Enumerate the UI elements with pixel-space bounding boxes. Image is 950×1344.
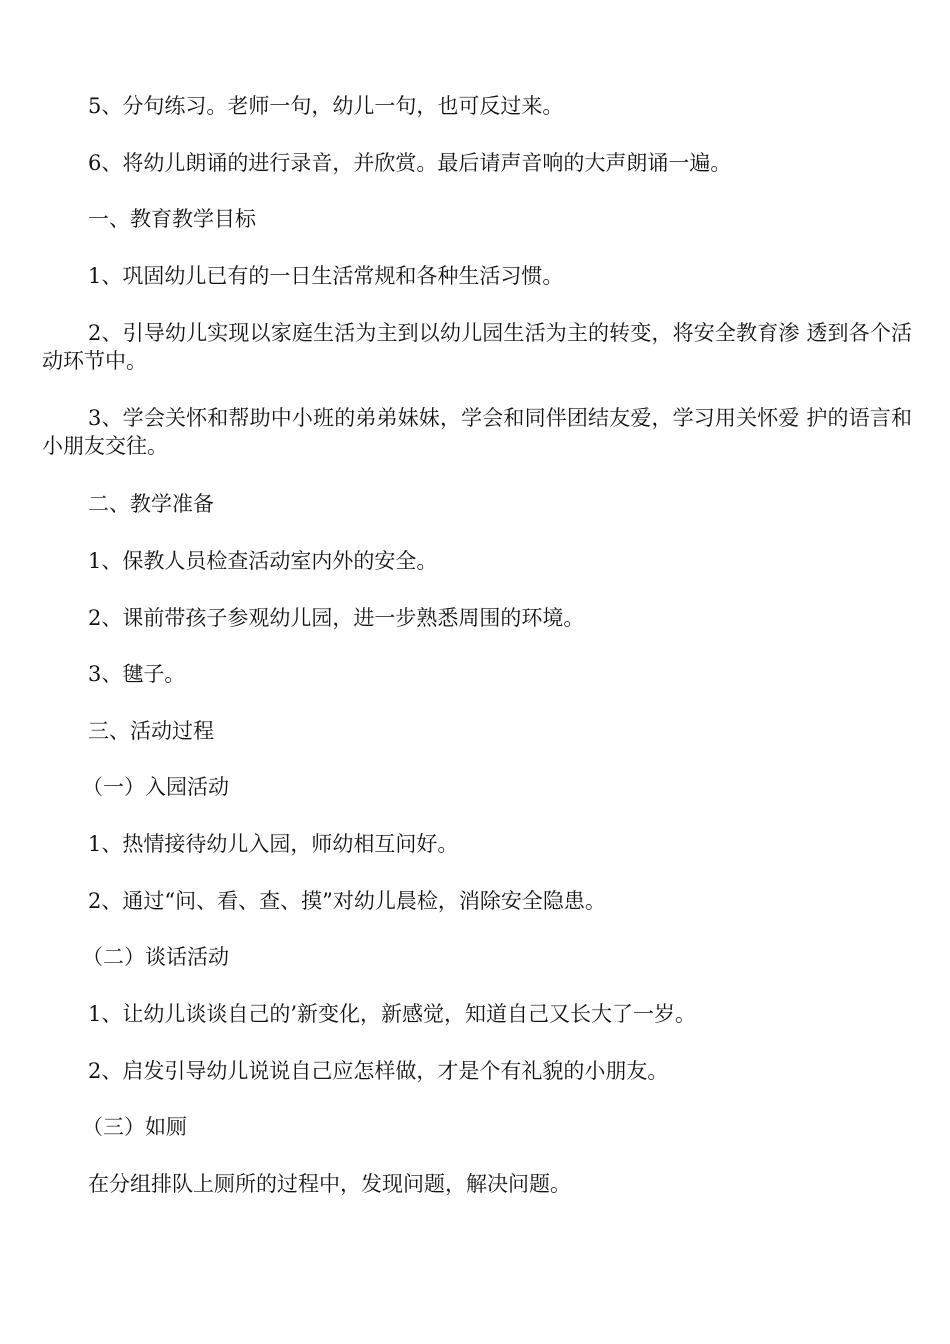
paragraph-step-5: 5、分句练习。老师一句，幼儿一句，也可反过来。: [88, 94, 564, 118]
paragraph-goal-1: 1、巩固幼儿已有的一日生活常规和各种生活习惯。: [88, 264, 564, 288]
heading-activity-process: 三、活动过程: [88, 719, 214, 743]
paragraph-toilet-1: 在分组排队上厕所的过程中，发现问题，解决问题。: [88, 1172, 571, 1196]
subheading-toilet: （三）如厕: [82, 1115, 187, 1139]
paragraph-prep-2: 2、课前带孩子参观幼儿园，进一步熟悉周围的环境。: [88, 606, 585, 630]
heading-teaching-goals: 一、教育教学目标: [88, 207, 256, 231]
paragraph-talk-1: 1、让幼儿谈谈自己的’新变化，新感觉，知道自己又长大了一岁。: [88, 1002, 697, 1026]
paragraph-step-6: 6、将幼儿朗诵的进行录音，并欣赏。最后请声音响的大声朗诵一遍。: [88, 151, 732, 175]
paragraph-goal-3: 3、学会关怀和帮助中小班的弟弟妹妹，学会和同伴团结友爱，学习用关怀爱 护的语言和小朋友交往。: [42, 406, 912, 458]
paragraph-talk-2: 2、启发引导幼儿说说自己应怎样做，才是个有礼貌的小朋友。: [88, 1059, 669, 1083]
subheading-talk-activity: （二）谈话活动: [82, 945, 229, 969]
paragraph-prep-3: 3、毽子。: [88, 662, 186, 686]
paragraph-prep-1: 1、保教人员检查活动室内外的安全。: [88, 549, 438, 573]
subheading-arrival-activity: （一）入园活动: [82, 775, 229, 799]
paragraph-goal-2: 2、引导幼儿实现以家庭生活为主到以幼儿园生活为主的转变，将安全教育渗 透到各个活动环节中。: [42, 321, 912, 373]
paragraph-arrival-1: 1、热情接待幼儿入园，师幼相互问好。: [88, 832, 459, 856]
heading-teaching-preparation: 二、教学准备: [88, 492, 214, 516]
paragraph-arrival-2: 2、通过“问、看、查、摸”对幼儿晨检，消除安全隐患。: [88, 889, 606, 913]
